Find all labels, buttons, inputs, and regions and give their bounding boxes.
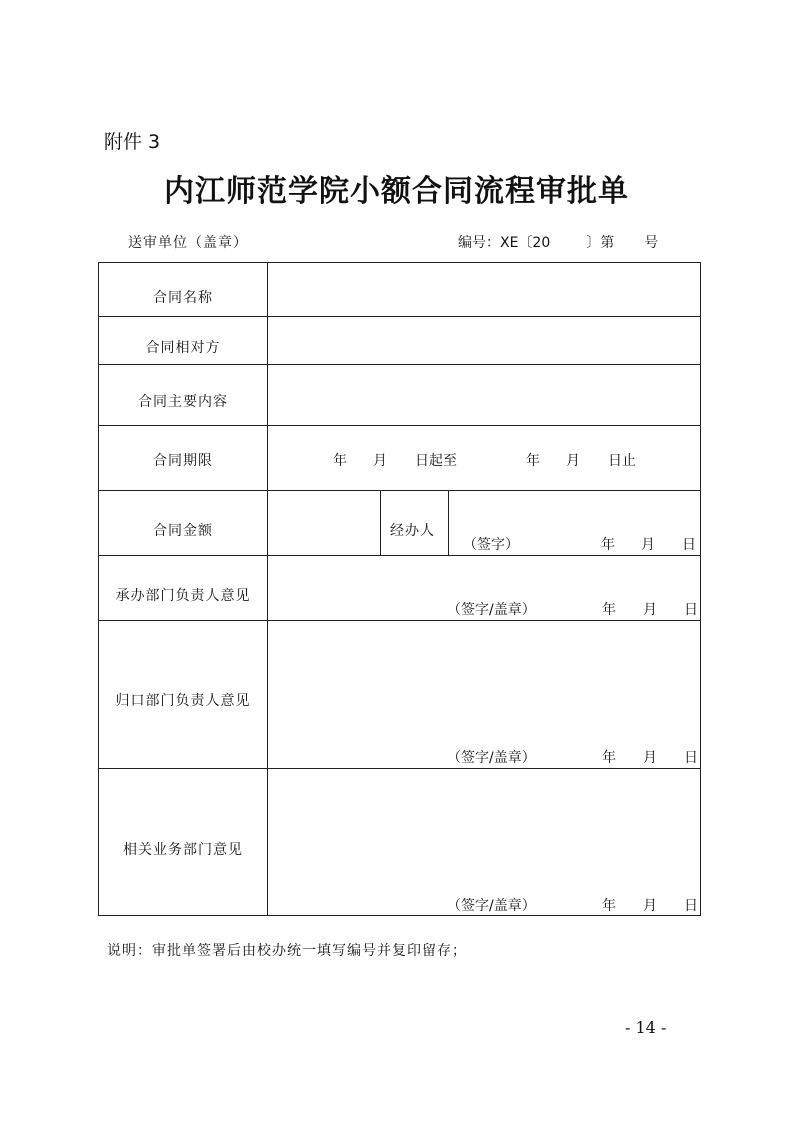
main-content-field[interactable]	[268, 365, 700, 425]
term-day-to: 日止	[608, 453, 636, 469]
managing-dept-opinion-field[interactable]	[268, 621, 700, 768]
handler-label: 经办人	[390, 523, 435, 539]
approval-form-table	[98, 262, 701, 916]
term-year-to: 年	[526, 453, 540, 469]
submit-unit-label: 送审单位（盖章）	[128, 235, 248, 251]
handler-date-day: 日	[682, 537, 696, 553]
handler-signature-label: （签字）	[463, 537, 519, 553]
related-dept-month: 月	[643, 898, 657, 914]
contract-name-field[interactable]	[268, 263, 700, 316]
column-divider	[380, 490, 381, 555]
undertaking-dept-year: 年	[602, 602, 616, 618]
term-label: 合同期限	[153, 453, 213, 469]
related-dept-signature: （签字/盖章）	[447, 898, 536, 914]
serial-number-suffix: 号	[644, 235, 659, 251]
related-dept-label: 相关业务部门意见	[123, 842, 243, 858]
footnote: 说明：审批单签署后由校办统一填写编号并复印留存；	[107, 943, 467, 959]
page-title: 内江师范学院小额合同流程审批单	[164, 174, 629, 209]
row-divider	[99, 425, 700, 426]
managing-dept-year: 年	[602, 750, 616, 766]
serial-number	[458, 232, 658, 252]
term-month-to: 月	[566, 453, 580, 469]
page-number: - 14 -	[625, 1018, 667, 1037]
term-year-from: 年	[333, 453, 347, 469]
managing-dept-month: 月	[643, 750, 657, 766]
related-dept-opinion-field[interactable]	[268, 769, 700, 915]
managing-dept-day: 日	[684, 750, 698, 766]
related-dept-day: 日	[684, 898, 698, 914]
related-dept-year: 年	[602, 898, 616, 914]
main-content-label: 合同主要内容	[138, 394, 228, 410]
undertaking-dept-month: 月	[643, 602, 657, 618]
undertaking-dept-label: 承办部门负责人意见	[115, 588, 251, 604]
undertaking-dept-signature: （签字/盖章）	[447, 602, 536, 618]
counterparty-field[interactable]	[268, 317, 700, 364]
serial-number-prefix: 编号：XE〔20	[458, 235, 551, 251]
contract-name-label: 合同名称	[153, 290, 213, 306]
undertaking-dept-day: 日	[684, 602, 698, 618]
handler-date-year: 年	[601, 537, 615, 553]
amount-label: 合同金额	[153, 523, 213, 539]
attachment-label: 附件 3	[104, 131, 161, 153]
amount-field[interactable]	[268, 491, 380, 555]
counterparty-label: 合同相对方	[145, 340, 221, 356]
term-month-from: 月	[373, 453, 387, 469]
serial-number-mid: 〕第	[586, 235, 615, 251]
managing-dept-label: 归口部门负责人意见	[115, 693, 251, 709]
managing-dept-signature: （签字/盖章）	[447, 750, 536, 766]
handler-date-month: 月	[641, 537, 655, 553]
term-day-from: 日起至	[415, 453, 457, 469]
